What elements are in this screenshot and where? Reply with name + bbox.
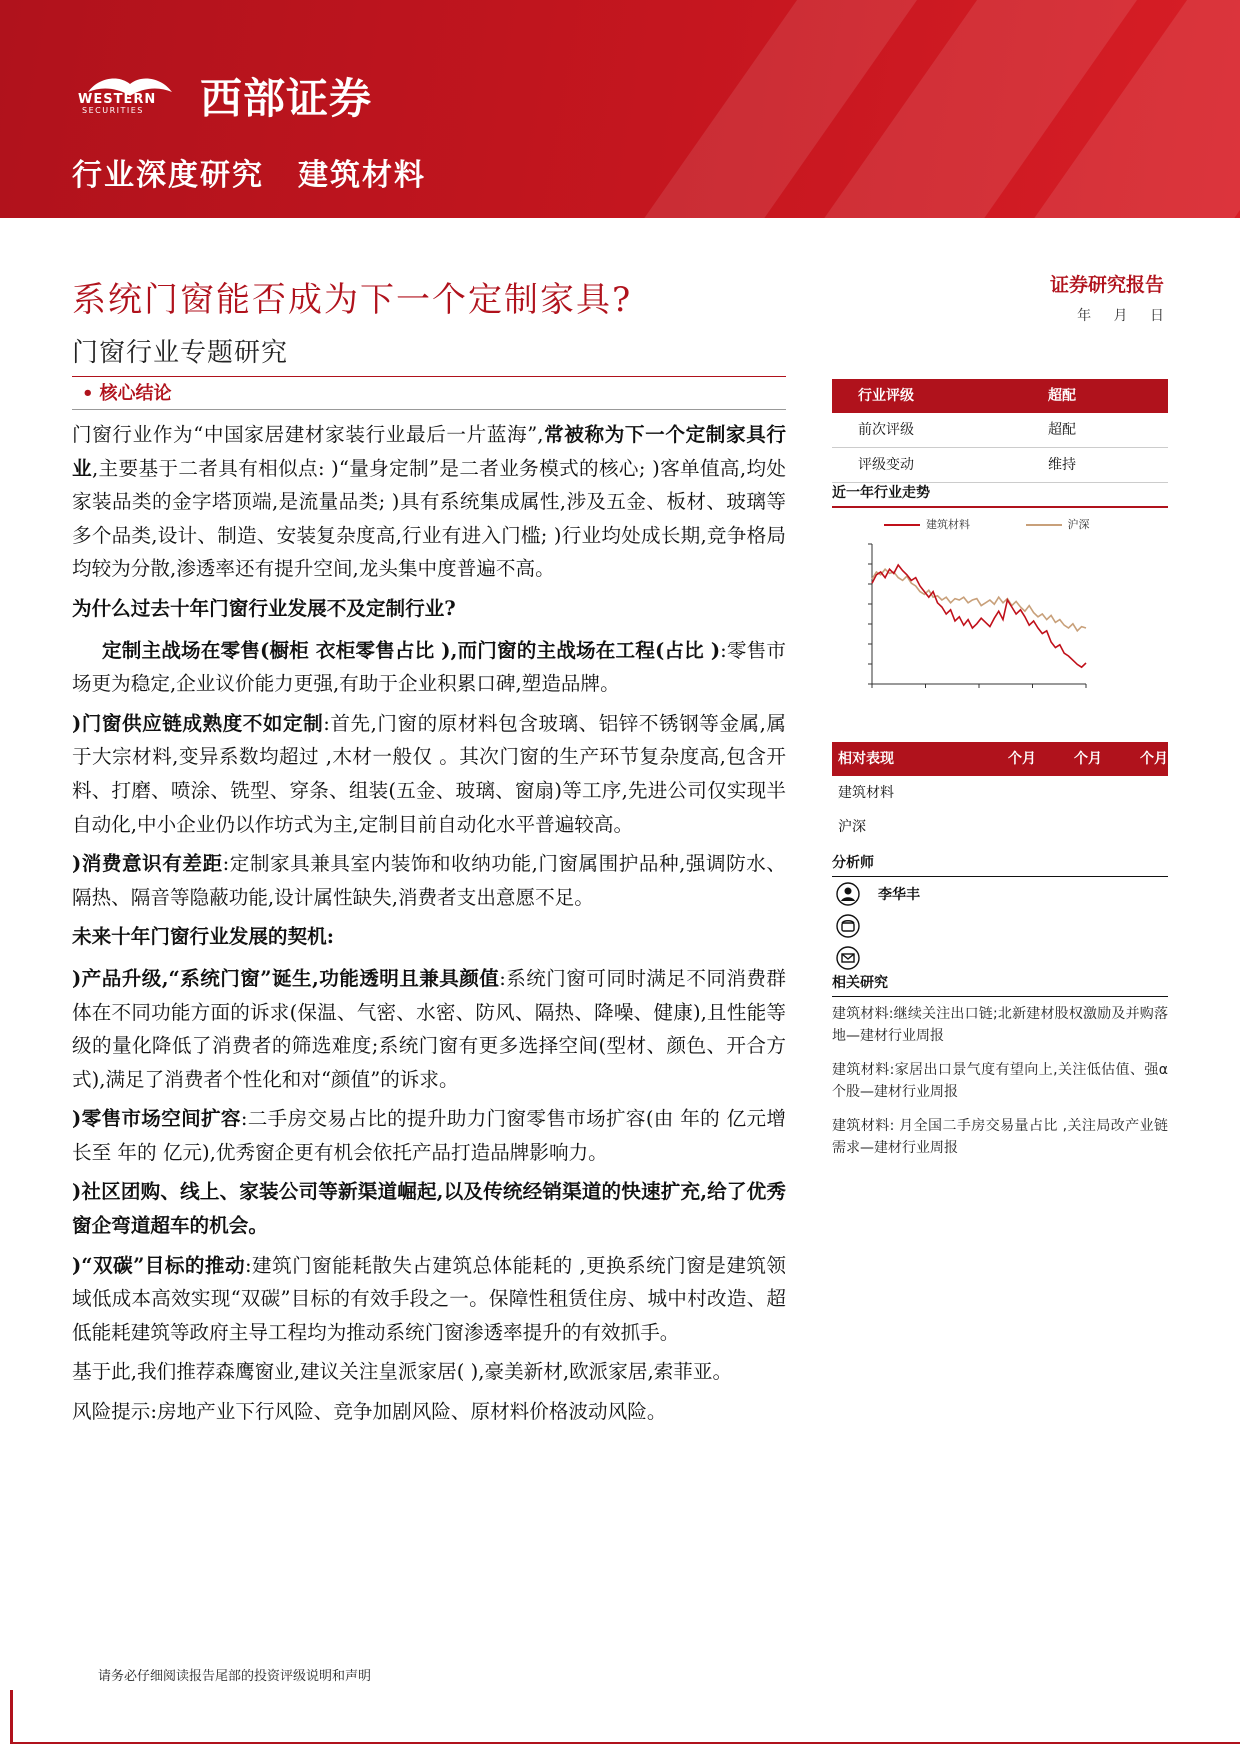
p3-emphasis: )门窗供应链成熟度不如定制 [72, 711, 324, 735]
rating-table [832, 379, 1168, 483]
p4-emphasis: )消费意识有差距 [72, 852, 223, 876]
rating-label: 前次评级 [858, 422, 914, 438]
report-type-label: 证券研究报告 [1049, 274, 1164, 296]
logo-text-en: WESTERN [78, 92, 157, 107]
paragraph-5 [72, 962, 786, 1096]
p1-emphasis: 常被称为下一个定制家具行业 [72, 423, 786, 480]
legend-item-sector [884, 518, 970, 531]
performance-row [832, 776, 1168, 810]
report-category: 行业深度研究 [72, 158, 264, 193]
chart-legend [832, 516, 1168, 530]
paragraph-7 [72, 1175, 786, 1242]
paragraph-2 [72, 634, 786, 701]
summary-heading [72, 379, 786, 410]
legend-label: 建筑材料 [926, 518, 970, 531]
paragraph-6 [72, 1102, 786, 1169]
rating-value: 维持 [1048, 457, 1076, 473]
performance-row-label: 沪深 [838, 819, 866, 835]
performance-header-label: 相对表现 [838, 751, 894, 767]
p2-text: :零售市场更为稳定,企业议价能力更强,有助于企业积累口碑,塑造品牌。 [72, 638, 786, 696]
question-heading-1: 为什么过去十年门窗行业发展不及定制行业? [72, 596, 456, 620]
person-icon [836, 882, 860, 906]
paragraph-3 [72, 707, 786, 841]
analyst-email-row [832, 943, 1168, 973]
related-label: 相关研究 [832, 972, 1168, 997]
series-line-sector [872, 565, 1086, 667]
phone-icon [836, 914, 860, 938]
logo-text-cn: 西部证券 [200, 74, 373, 123]
p5-emphasis: )产品升级,“系统门窗”诞生,功能透明且兼具颜值 [72, 966, 500, 990]
performance-header-row [832, 742, 1168, 776]
banner-subtitle [72, 150, 460, 194]
rating-row [832, 379, 1168, 413]
bullet-icon: • [82, 383, 94, 404]
related-item[interactable]: 建筑材料:继续关注出口链;北新建材股权激励及并购落地—建材行业周报 [832, 1006, 1168, 1044]
performance-table [832, 742, 1168, 844]
p1-text-a: 门窗行业作为“中国家居建材家装行业最后一片蓝海”, [72, 423, 544, 446]
analyst-name: 李华丰 [878, 887, 920, 903]
summary-heading-text: 核心结论 [99, 383, 172, 404]
rating-row [832, 413, 1168, 448]
chart-title: 近一年行业走势 [832, 482, 1168, 508]
trend-chart-plot [832, 534, 1168, 714]
p8-text: :建筑门窗能耗散失占建筑总体能耗的 ,更换系统门窗是建筑领域低成本高效实现“双碳”目标的有效手段之一。保障性租赁住房、城中村改造、超低能耗建筑等政府主导工程均为推动系统门窗渗透率提升的有效抓手。 [72, 1253, 787, 1344]
report-date: 年 月 日 [1077, 308, 1164, 324]
paragraph-10: 风险提示:房地产业下行风险、竞争加剧风险、原材料价格波动风险。 [72, 1400, 667, 1424]
legend-swatch-icon [1026, 524, 1062, 526]
related-item[interactable]: 建筑材料: 月全国二手房交易量占比 ,关注局改产业链需求—建材行业周报 [832, 1118, 1168, 1156]
performance-header-col: 个月 [1008, 751, 1036, 767]
p6-text: :二手房交易占比的提升助力门窗零售市场扩容(由 年的 亿元增长至 年的 亿元),优秀窗企更有机会依托产品打造品牌影响力。 [72, 1107, 786, 1164]
question-heading-2: 未来十年门窗行业发展的契机: [72, 925, 334, 949]
related-research [832, 972, 1168, 1159]
rating-value: 超配 [1048, 422, 1076, 438]
trend-chart [832, 482, 1168, 714]
legend-label: 沪深 [1067, 518, 1090, 531]
industry-name: 建筑材料 [298, 158, 426, 193]
mail-icon [836, 946, 860, 970]
p4-text: :定制家具兼具室内装饰和收纳功能,门窗属围护品种,强调防水、隔热、隔音等隐蔽功能,设计属性缺失,消费者支出意愿不足。 [72, 852, 786, 909]
related-item[interactable]: 建筑材料:家居出口景气度有望向上,关注低估值、强α个股—建材行业周报 [832, 1062, 1168, 1100]
footer-accent [10, 1690, 13, 1744]
rating-value: 超配 [1048, 388, 1076, 404]
footer-divider [10, 1742, 1240, 1744]
title-divider [72, 376, 786, 377]
rating-label: 行业评级 [858, 388, 914, 404]
paragraph-9: 基于此,我们推荐森鹰窗业,建议关注皇派家居( ),豪美新材,欧派家居,索菲亚。 [72, 1360, 733, 1384]
p3-text: :首先,门窗的原材料包含玻璃、铝锌不锈钢等金属,属于大宗材料,变异系数均超过 ,木材一般仅 。其次门窗的生产环节复杂度高,包含开料、打磨、喷涂、铣型、穿条、组装(五金、玻璃、窗扇)等工序,先进公司仅实现半自动化,中小企业仍以作坊式为主,定制目前自动化水平普遍较高。 [72, 711, 786, 836]
report-subtitle: 门窗行业专题研究 [72, 338, 289, 368]
analyst-row [832, 879, 1168, 909]
legend-item-index [1026, 518, 1090, 531]
footer-disclaimer: 请务必仔细阅读报告尾部的投资评级说明和声明 [98, 1669, 372, 1684]
logo-text-en-sub: SECURITIES [82, 106, 144, 115]
p2-emphasis: 定制主战场在零售(橱柜 衣柜零售占比 ),而门窗的主战场在工程(占比 ) [102, 638, 721, 662]
p1-text-c: ,主要基于二者具有相似点: )“量身定制”是二者业务模式的核心; )客单值高,均处家装品类的金字塔顶端,是流量品类; )具有系统集成属性,涉及五金、板材、玻璃等多个品类,设计、制造、安装复杂度高,行业有进入门槛; )行业均处成长期,竞争格局均较为分散,渗透率还有提升空间,龙头集中度普遍不高。 [72, 456, 787, 581]
rating-row [832, 448, 1168, 483]
p5-text: :系统门窗可同时满足不同消费群体在不同功能方面的诉求(保温、气密、水密、防风、隔热、降噪、健康),且性能等级的量化降低了消费者的筛选难度;系统门窗有更多选择空间(型材、颜色、开合方式),满足了消费者个性化和对“颜值”的诉求。 [72, 966, 786, 1091]
paragraph-1 [72, 418, 786, 586]
legend-swatch-icon [884, 524, 920, 526]
header-banner [0, 0, 1240, 218]
p7-emphasis: )社区团购、线上、家装公司等新渠道崛起,以及传统经销渠道的快速扩充,给了优秀窗企弯道超车的机会。 [72, 1180, 786, 1238]
performance-header-col: 个月 [1140, 751, 1168, 767]
p6-emphasis: )零售市场空间扩容 [72, 1107, 241, 1131]
analyst-phone-row [832, 911, 1168, 941]
analyst-section [832, 852, 1168, 973]
performance-row-label: 建筑材料 [838, 785, 894, 801]
p8-emphasis: )“双碳”目标的推动 [72, 1253, 245, 1277]
paragraph-4 [72, 847, 786, 914]
performance-row [832, 810, 1168, 844]
performance-header-col: 个月 [1074, 751, 1102, 767]
analyst-label: 分析师 [832, 852, 1168, 877]
paragraph-8 [72, 1249, 786, 1350]
rating-label: 评级变动 [858, 457, 914, 473]
summary-body [72, 418, 786, 1435]
report-title: 系统门窗能否成为下一个定制家具? [72, 280, 633, 320]
